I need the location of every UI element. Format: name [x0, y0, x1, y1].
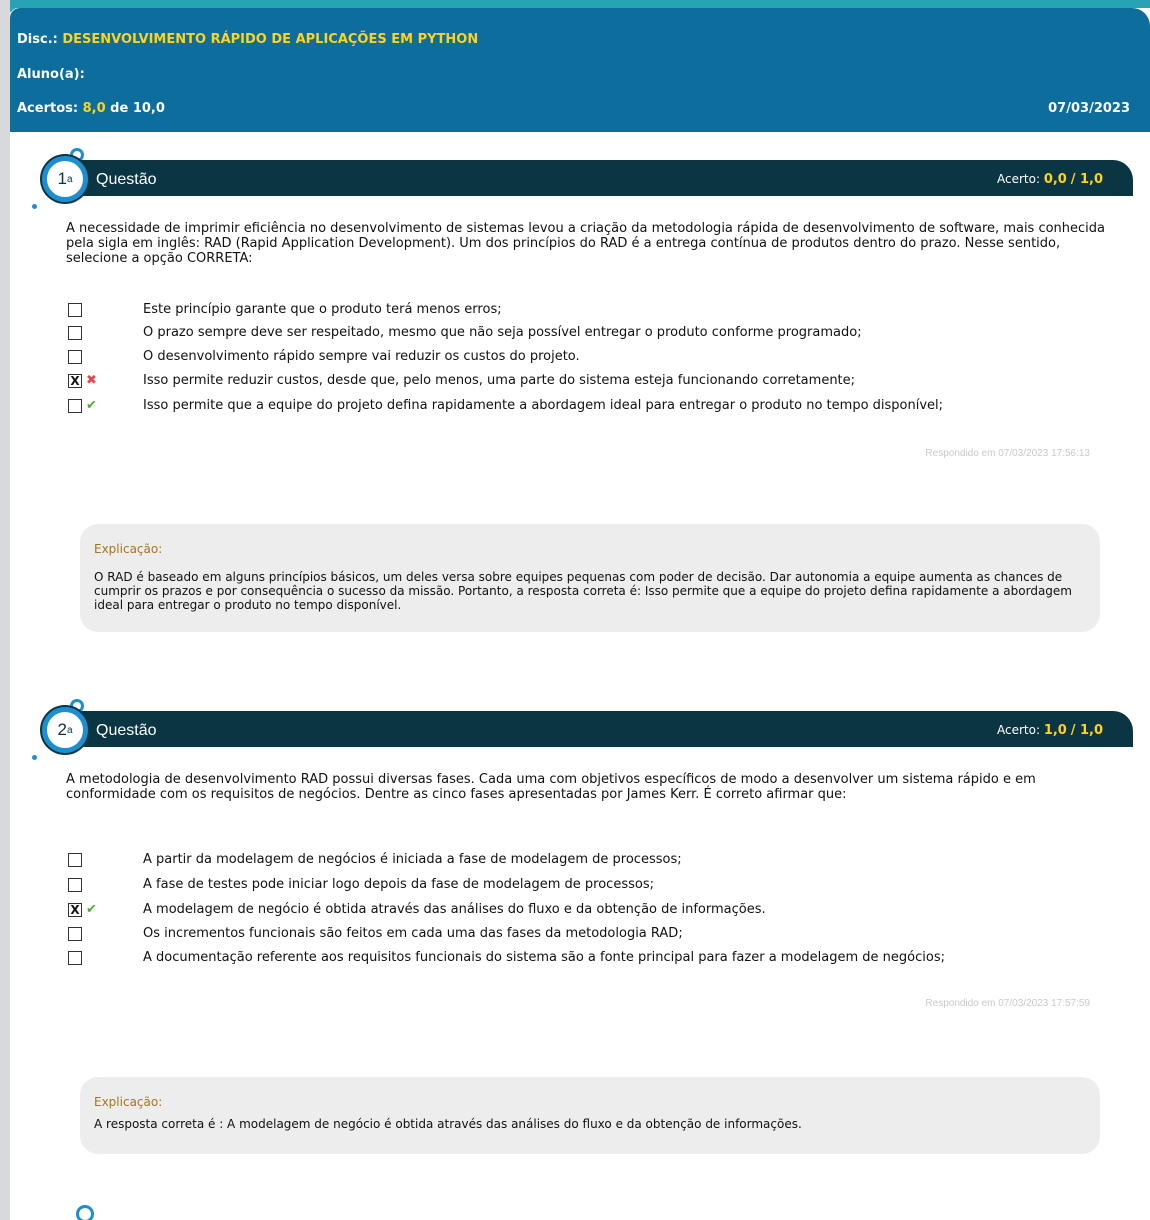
option-checkbox[interactable]: [68, 326, 82, 340]
discipline-label: Disc.:: [17, 32, 58, 47]
option-text: O prazo sempre deve ser respeitado, mesmo que não seja possível entregar o produto conforme programado;: [143, 325, 862, 340]
question-2-option[interactable]: [68, 950, 1108, 984]
question-1-option[interactable]: [68, 349, 1108, 367]
question-1-score-value: 0,0: [1043, 172, 1067, 187]
badge-dot-icon: [32, 204, 37, 209]
option-checkbox[interactable]: [68, 878, 82, 892]
student-label: Aluno(a):: [17, 67, 85, 82]
question-1-answered-time: Respondido em 07/03/2023 17:56:13: [925, 448, 1090, 459]
results-page: [10, 8, 1150, 1220]
option-text: A fase de testes pode iniciar logo depois da fase de modelagem de processos;: [143, 877, 654, 892]
question-2-number-badge: 2 a: [42, 707, 88, 753]
option-checkbox[interactable]: X: [68, 903, 82, 917]
option-text: A partir da modelagem de negócios é iniciada a fase de modelagem de processos;: [143, 852, 682, 867]
option-checkbox[interactable]: [68, 853, 82, 867]
option-text: A documentação referente aos requisitos funcionais do sistema são a fonte principal para fazer a modelagem de negócios;: [143, 950, 945, 965]
question-1-explanation: [80, 524, 1100, 632]
explanation-title: Explicação:: [94, 1095, 163, 1109]
question-2-score-total: / 1,0: [1070, 723, 1103, 738]
results-header: [10, 8, 1150, 132]
explanation-text: A resposta correta é : A modelagem de negócio é obtida através das análises do fluxo e da obtenção de informações.: [94, 1117, 802, 1131]
question-1-score-total: / 1,0: [1070, 172, 1103, 187]
correct-mark-icon: ✔: [86, 398, 97, 413]
question-1-option[interactable]: [68, 373, 1108, 391]
question-2-score: Acerto: 1,0 / 1,0: [996, 723, 1103, 738]
option-checkbox[interactable]: [68, 303, 82, 317]
score-total: de 10,0: [110, 101, 165, 116]
discipline-line: [17, 32, 478, 47]
explanation-text: O RAD é baseado em alguns princípios básicos, um deles versa sobre equipes pequenas com poder de decisão. Dar autonomia a equipe aumenta as chances de cumprir os prazos e por consequência o sucesso da missão. Portanto, a resposta correta é: Isso permite que a equipe do projeto defina rapidamente a abordagem ideal para entregar o produto no tempo disponível.: [94, 570, 1072, 612]
question-1-option[interactable]: [68, 302, 1108, 320]
left-gutter: [0, 0, 10, 1220]
option-text: Isso permite que a equipe do projeto defina rapidamente a abordagem ideal para entregar o produto no tempo disponível;: [143, 398, 944, 413]
student-line: [17, 67, 85, 82]
question-2-score-value: 1,0: [1043, 723, 1067, 738]
question-2-answered-time: Respondido em 07/03/2023 17:57:59: [925, 998, 1090, 1009]
exam-date: 07/03/2023: [1048, 101, 1130, 116]
question-2-option[interactable]: [68, 902, 1108, 920]
option-checkbox[interactable]: X: [68, 374, 82, 388]
next-question-badge-icon: [76, 1205, 94, 1220]
option-checkbox[interactable]: [68, 951, 82, 965]
option-checkbox[interactable]: [68, 399, 82, 413]
question-2-option[interactable]: [68, 926, 1108, 944]
badge-dot-icon: [32, 755, 37, 760]
score-label: Acertos:: [17, 101, 79, 116]
question-1-score: Acerto: 0,0 / 1,0: [996, 172, 1103, 187]
question-1-bar: [80, 160, 1133, 196]
question-2-explanation: [80, 1077, 1100, 1154]
option-text: Os incrementos funcionais são feitos em cada uma das fases da metodologia RAD;: [143, 926, 683, 941]
question-1-option[interactable]: [68, 398, 1108, 432]
question-1-title: Questão: [96, 171, 157, 188]
question-2-option[interactable]: [68, 877, 1108, 895]
correct-mark-icon: ✔: [86, 902, 97, 917]
score-value: 8,0: [82, 101, 106, 116]
question-2-title: Questão: [96, 722, 157, 739]
explanation-title: Explicação:: [94, 542, 163, 556]
question-1-option[interactable]: [68, 325, 1108, 343]
question-2-option[interactable]: [68, 852, 1108, 870]
question-1-text: A necessidade de imprimir eficiência no desenvolvimento de sistemas levou a criação da metodologia rápida de desenvolvimento de software, mais conhecida pela sigla em inglês: RAD (Rapid Application Development). Um dos princípios do RAD é a entrega contínua de produtos dentro do prazo. Nesse sentido, selecione a opção CORRETA:: [66, 221, 1106, 266]
option-text: Este princípio garante que o produto terá menos erros;: [143, 302, 502, 317]
question-1-number-badge: 1 a: [42, 156, 88, 202]
option-checkbox[interactable]: [68, 350, 82, 364]
question-2-bar: [80, 711, 1133, 747]
score-line: [17, 101, 165, 116]
wrong-mark-icon: ✖: [86, 373, 97, 388]
option-text: A modelagem de negócio é obtida através das análises do fluxo e da obtenção de informações.: [143, 902, 766, 917]
option-checkbox[interactable]: [68, 927, 82, 941]
question-2-text: A metodologia de desenvolvimento RAD possui diversas fases. Cada uma com objetivos específicos de modo a desenvolver um sistema rápido e em conformidade com os requisitos de negócios. Dentre as cinco fases apresentadas por James Kerr. É correto afirmar que:: [66, 772, 1036, 802]
option-text: O desenvolvimento rápido sempre vai reduzir os custos do projeto.: [143, 349, 580, 364]
discipline-name: DESENVOLVIMENTO RÁPIDO DE APLICAÇÕES EM PYTHON: [62, 32, 479, 47]
option-text: Isso permite reduzir custos, desde que, pelo menos, uma parte do sistema esteja funcionando corretamente;: [143, 373, 856, 388]
